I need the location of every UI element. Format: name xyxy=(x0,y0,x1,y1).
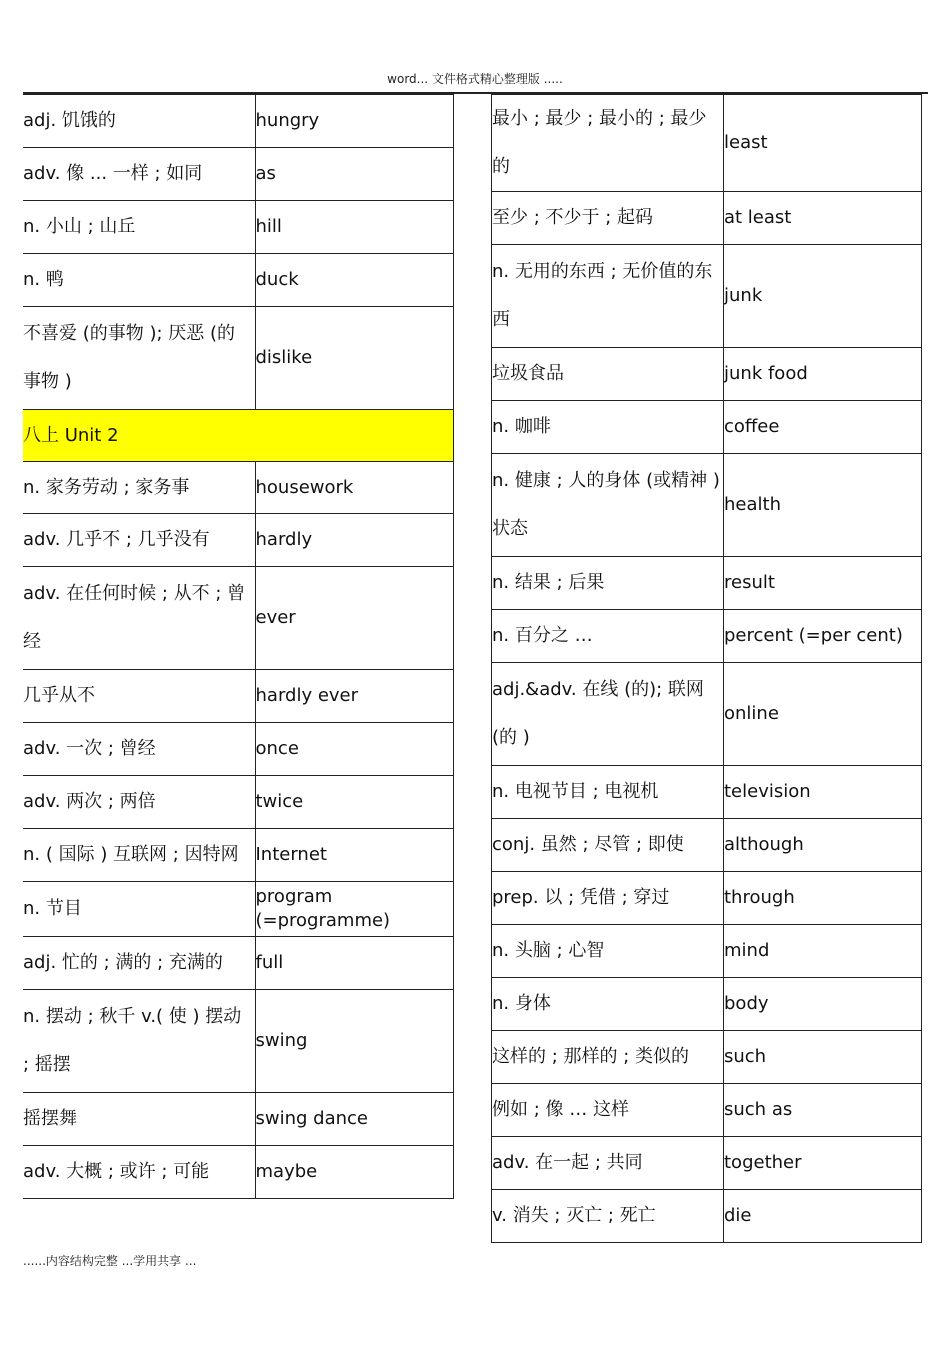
table-row xyxy=(492,978,922,1031)
table-row xyxy=(492,1137,922,1190)
english-word: die xyxy=(724,1190,922,1243)
table-row xyxy=(492,925,922,978)
english-word: Internet xyxy=(255,829,453,882)
chinese-definition: adv. 一次 ; 曾经 xyxy=(23,723,255,776)
table-row xyxy=(492,1190,922,1243)
english-word: as xyxy=(255,148,453,201)
table-row xyxy=(492,819,922,872)
table-row xyxy=(23,567,453,670)
english-word: although xyxy=(724,819,922,872)
chinese-definition: n. 鸭 xyxy=(23,254,255,307)
table-row xyxy=(23,723,453,776)
chinese-definition: 摇摆舞 xyxy=(23,1093,255,1146)
english-word: ever xyxy=(255,567,453,670)
chinese-definition: n. 身体 xyxy=(492,978,724,1031)
english-word: hungry xyxy=(255,95,453,148)
page-header: word... 文件格式精心整理版 ..... xyxy=(387,72,563,86)
table-row xyxy=(23,514,453,567)
table-row xyxy=(492,872,922,925)
english-word: twice xyxy=(255,776,453,829)
unit-heading: 八上 Unit 2 xyxy=(23,410,453,462)
english-word: hill xyxy=(255,201,453,254)
english-word: at least xyxy=(724,192,922,245)
english-word: mind xyxy=(724,925,922,978)
table-row xyxy=(492,348,922,401)
page-footer: ......内容结构完整 ...学用共享 ... xyxy=(23,1254,197,1268)
chinese-definition: 不喜爱 (的事物 ); 厌恶 (的事物 ) xyxy=(23,307,255,410)
chinese-definition: adv. 在任何时候 ; 从不 ; 曾经 xyxy=(23,567,255,670)
english-word: hardly ever xyxy=(255,670,453,723)
table-row xyxy=(492,192,922,245)
english-word: program (=programme) xyxy=(255,882,453,937)
english-word: junk food xyxy=(724,348,922,401)
table-row xyxy=(23,307,453,410)
english-word: such as xyxy=(724,1084,922,1137)
chinese-definition: adj.&adv. 在线 (的); 联网 (的 ) xyxy=(492,663,724,766)
table-row xyxy=(492,610,922,663)
table-row xyxy=(492,557,922,610)
english-word: online xyxy=(724,663,922,766)
table-row xyxy=(23,882,453,937)
table-row xyxy=(492,245,922,348)
chinese-definition: n. 节目 xyxy=(23,882,255,937)
vocab-table-left xyxy=(23,94,454,1199)
table-row xyxy=(492,1031,922,1084)
english-word: housework xyxy=(255,462,453,514)
table-row xyxy=(23,776,453,829)
chinese-definition: n. 小山 ; 山丘 xyxy=(23,201,255,254)
chinese-definition: adv. 大概 ; 或许 ; 可能 xyxy=(23,1146,255,1199)
english-word: body xyxy=(724,978,922,1031)
chinese-definition: n. 头脑 ; 心智 xyxy=(492,925,724,978)
table-row xyxy=(23,1146,453,1199)
chinese-definition: 最小 ; 最少 ; 最小的 ; 最少的 xyxy=(492,95,724,192)
english-word: swing xyxy=(255,990,453,1093)
chinese-definition: n. 家务劳动 ; 家务事 xyxy=(23,462,255,514)
chinese-definition: 例如 ; 像 … 这样 xyxy=(492,1084,724,1137)
chinese-definition: adv. 在一起 ; 共同 xyxy=(492,1137,724,1190)
table-row xyxy=(23,670,453,723)
chinese-definition: n. 无用的东西 ; 无价值的东西 xyxy=(492,245,724,348)
table-row xyxy=(492,663,922,766)
chinese-definition: adv. 几乎不 ; 几乎没有 xyxy=(23,514,255,567)
english-word: dislike xyxy=(255,307,453,410)
english-word: maybe xyxy=(255,1146,453,1199)
chinese-definition: n. 咖啡 xyxy=(492,401,724,454)
chinese-definition: prep. 以 ; 凭借 ; 穿过 xyxy=(492,872,724,925)
table-row xyxy=(23,254,453,307)
chinese-definition: conj. 虽然 ; 尽管 ; 即使 xyxy=(492,819,724,872)
table-row xyxy=(23,148,453,201)
english-word: once xyxy=(255,723,453,776)
table-row xyxy=(492,95,922,192)
table-row xyxy=(492,766,922,819)
english-word: percent (=per cent) xyxy=(724,610,922,663)
table-row xyxy=(23,201,453,254)
chinese-definition: n. 结果 ; 后果 xyxy=(492,557,724,610)
chinese-definition: adv. 像 ... 一样 ; 如同 xyxy=(23,148,255,201)
table-row xyxy=(492,1084,922,1137)
english-word: junk xyxy=(724,245,922,348)
english-word: swing dance xyxy=(255,1093,453,1146)
chinese-definition: adj. 饥饿的 xyxy=(23,95,255,148)
vocab-table-right xyxy=(491,94,922,1243)
chinese-definition: 这样的 ; 那样的 ; 类似的 xyxy=(492,1031,724,1084)
english-word: duck xyxy=(255,254,453,307)
chinese-definition: 至少 ; 不少于 ; 起码 xyxy=(492,192,724,245)
table-row xyxy=(492,401,922,454)
english-word: health xyxy=(724,454,922,557)
chinese-definition: adv. 两次 ; 两倍 xyxy=(23,776,255,829)
english-word: such xyxy=(724,1031,922,1084)
english-word: together xyxy=(724,1137,922,1190)
english-word: least xyxy=(724,95,922,192)
chinese-definition: adj. 忙的 ; 满的 ; 充满的 xyxy=(23,937,255,990)
chinese-definition: v. 消失 ; 灭亡 ; 死亡 xyxy=(492,1190,724,1243)
table-row xyxy=(23,1093,453,1146)
table-row xyxy=(492,454,922,557)
chinese-definition: 垃圾食品 xyxy=(492,348,724,401)
chinese-definition: n. 百分之 … xyxy=(492,610,724,663)
table-row xyxy=(23,95,453,148)
english-word: result xyxy=(724,557,922,610)
table-row xyxy=(23,990,453,1093)
chinese-definition: 几乎从不 xyxy=(23,670,255,723)
english-word: coffee xyxy=(724,401,922,454)
table-row xyxy=(23,462,453,514)
chinese-definition: n. ( 国际 ) 互联网 ; 因特网 xyxy=(23,829,255,882)
chinese-definition: n. 摆动 ; 秋千 v.( 使 ) 摆动 ; 摇摆 xyxy=(23,990,255,1093)
chinese-definition: n. 健康 ; 人的身体 (或精神 ) 状态 xyxy=(492,454,724,557)
english-word: full xyxy=(255,937,453,990)
english-word: through xyxy=(724,872,922,925)
table-row xyxy=(23,937,453,990)
chinese-definition: n. 电视节目 ; 电视机 xyxy=(492,766,724,819)
table-row xyxy=(23,829,453,882)
english-word: television xyxy=(724,766,922,819)
english-word: hardly xyxy=(255,514,453,567)
unit-heading-row xyxy=(23,410,453,462)
